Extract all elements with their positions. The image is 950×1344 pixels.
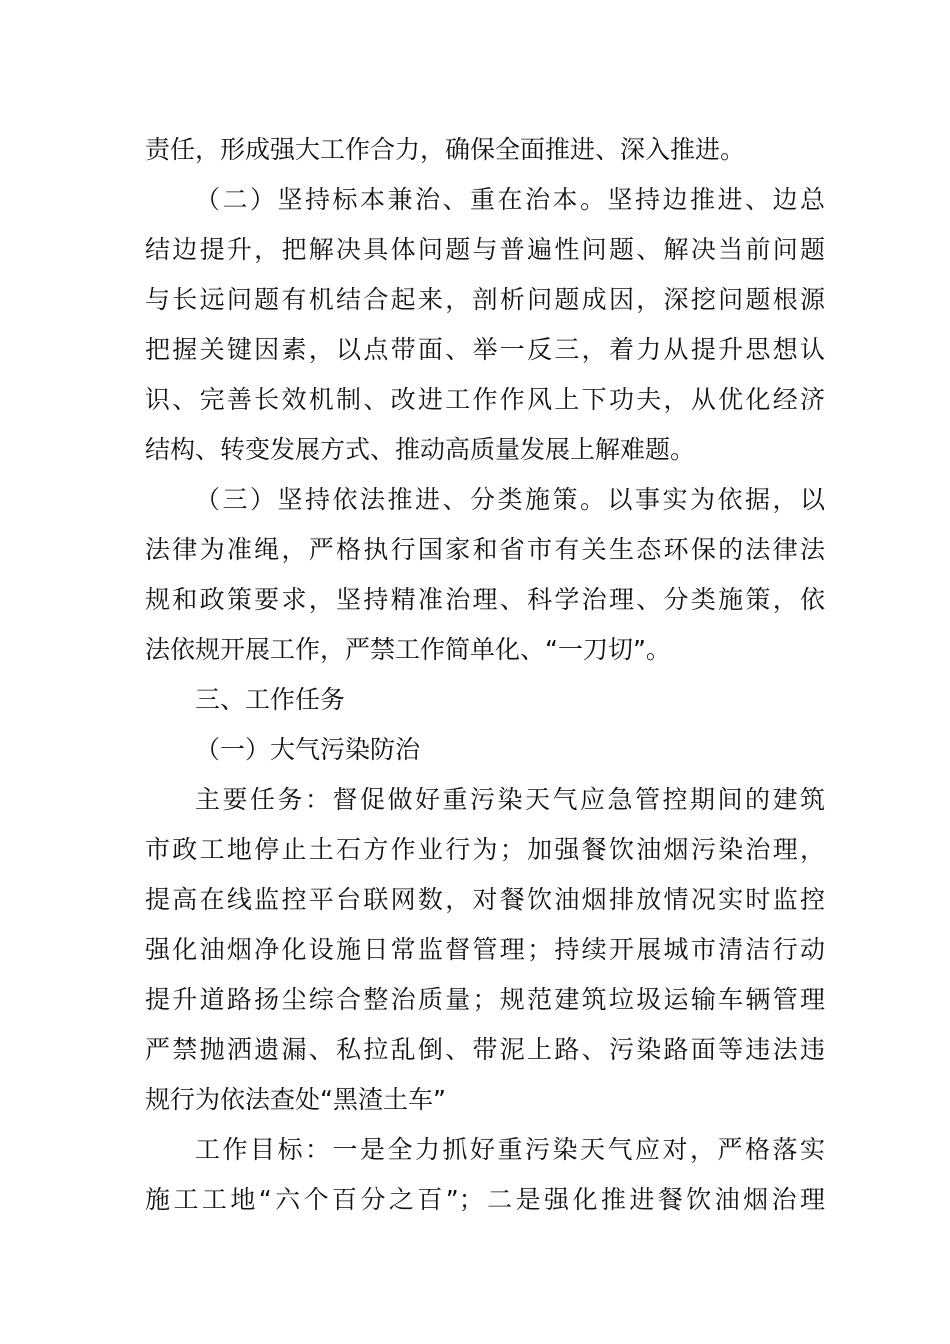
text-line-22: 施工工地“六个百分之百”；二是强化推进餐饮油烟治理: [145, 1185, 825, 1214]
text-line-2: （二）坚持标本兼治、重在治本。坚持边推进、边总: [195, 185, 825, 214]
text-line-3: 结边提升，把解决具体问题与普遍性问题、解决当前问题: [145, 235, 825, 264]
text-line-21: 工作目标：一是全力抓好重污染天气应对，严格落实: [195, 1135, 825, 1164]
text-line-5: 把握关键因素，以点带面、举一反三，着力从提升思想认: [145, 335, 825, 364]
text-line-10: 规和政策要求，坚持精准治理、科学治理、分类施策，依: [145, 585, 825, 614]
text-line-19: 严禁抛洒遗漏、私拉乱倒、带泥上路、污染路面等违法违: [145, 1035, 825, 1064]
text-line-11: 法依规开展工作，严禁工作简单化、“一刀切”。: [145, 635, 671, 664]
subsection-heading: （一）大气污染防治: [195, 735, 421, 764]
section-heading: 三、工作任务: [195, 685, 346, 714]
text-line-8: （三）坚持依法推进、分类施策。以事实为依据，以: [195, 485, 825, 514]
text-line-15: 市政工地停止土石方作业行为；加强餐饮油烟污染治理，: [145, 835, 825, 864]
text-line-18: 提升道路扬尘综合整治质量；规范建筑垃圾运输车辆管理: [145, 985, 825, 1014]
document-body: [145, 125, 825, 1225]
text-line-14: 主要任务：督促做好重污染天气应急管控期间的建筑: [195, 785, 825, 814]
text-line-7: 结构、转变发展方式、推动高质量发展上解难题。: [145, 435, 696, 464]
text-line-6: 识、完善长效机制、改进工作作风上下功夫，从优化经济: [145, 385, 825, 414]
text-line-17: 强化油烟净化设施日常监督管理；持续开展城市清洁行动: [145, 935, 825, 964]
text-line-20: 规行为依法查处“黑渣土车”: [145, 1085, 446, 1114]
text-line-16: 提高在线监控平台联网数，对餐饮油烟排放情况实时监控: [145, 885, 825, 914]
text-line-1: 责任，形成强大工作合力，确保全面推进、深入推进。: [145, 135, 746, 164]
text-line-9: 法律为准绳，严格执行国家和省市有关生态环保的法律法: [145, 535, 825, 564]
text-line-4: 与长远问题有机结合起来，剖析问题成因，深挖问题根源: [145, 285, 825, 314]
